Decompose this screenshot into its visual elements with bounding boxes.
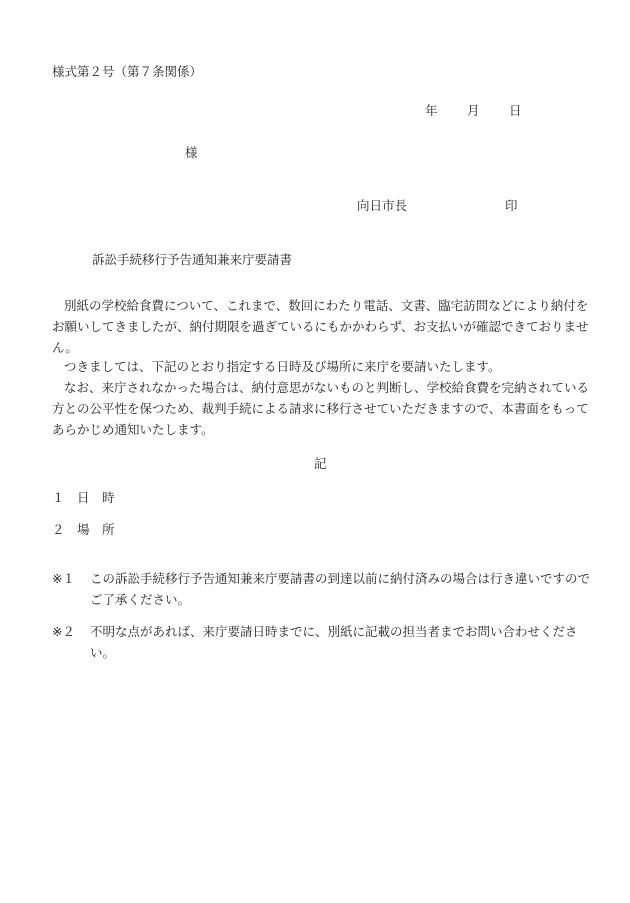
addressee-suffix: 様 — [185, 145, 198, 160]
body-paragraph: つきましては、下記のとおり指定する日時及び場所に来庁を要請いたします。 — [64, 359, 501, 374]
sender — [357, 196, 518, 214]
body-paragraph: 別紙の学校給食費について、これまで、数回にわたり電話、文書、臨宅訪問などにより納付をお願いしてきましたが、納付期限を過ぎているにもかかわらず、お支払いが確認できておりません。 — [52, 298, 589, 355]
note — [52, 568, 592, 610]
date-day-label: 日 — [509, 103, 522, 118]
seal-mark: 印 — [505, 198, 518, 213]
note-text: 不明な点があれば、来庁要請日時までに、別紙に記載の担当者までお問い合わせください。 — [90, 624, 578, 660]
item-number: ２ — [52, 522, 65, 537]
note — [52, 621, 592, 663]
form-number: 様式第２号（第７条関係） — [52, 64, 203, 79]
list-item — [52, 520, 115, 538]
document-title: 訴訟手続移行予告通知兼来庁要請書 — [92, 252, 293, 267]
body-paragraph: なお、来庁されなかった場合は、納付意思がないものと判断し、学校給食費を完納されている方との公平性を保つため、裁判手続による請求に移行させていただきますので、本書面をもってあらかじめ通知いたします。 — [52, 380, 590, 437]
date-year-label: 年 — [425, 103, 438, 118]
date-line — [425, 101, 522, 119]
item-number: １ — [52, 490, 65, 505]
ki-heading: 記 — [314, 456, 327, 471]
item-label: 場 所 — [77, 522, 115, 537]
list-item — [52, 488, 115, 506]
date-month-label: 月 — [467, 103, 480, 118]
note-text: この訴訟手続移行予告通知兼来庁要請書の到達以前に納付済みの場合は行き違いですのでご了承ください。 — [90, 571, 591, 607]
note-mark: ※１ — [52, 571, 75, 586]
note-mark: ※２ — [52, 624, 75, 639]
item-label: 日 時 — [77, 490, 115, 505]
sender-title: 向日市長 — [357, 198, 408, 213]
